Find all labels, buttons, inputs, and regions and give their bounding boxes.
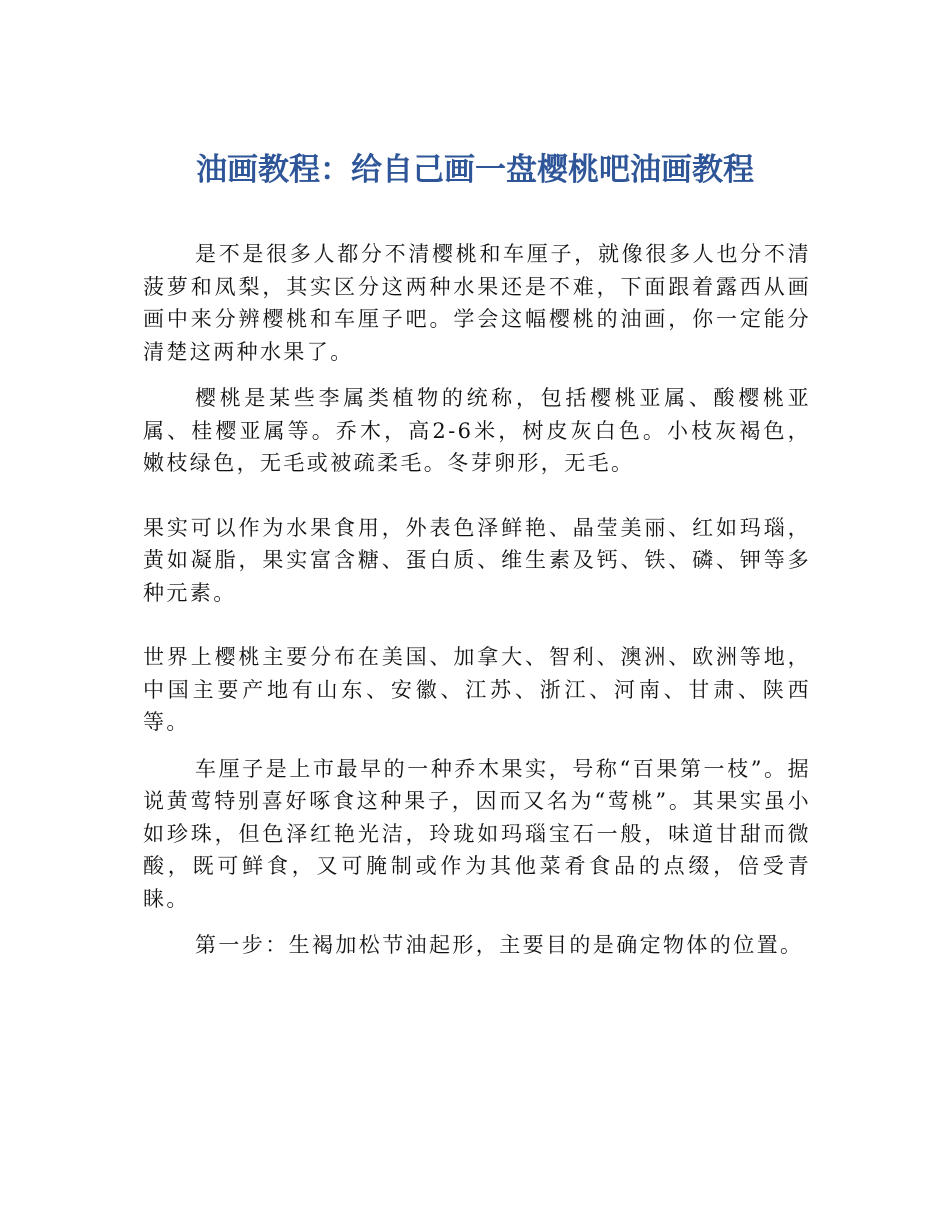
paragraph-cherry-distribution: 世界上樱桃主要分布在美国、加拿大、智利、澳洲、欧洲等地，中国主要产地有山东、安徽、江苏、浙江、河南、甘肃、陕西等。 <box>143 645 811 734</box>
paragraph-intro: 是不是很多人都分不清樱桃和车厘子，就像很多人也分不清菠萝和凤梨，其实区分这两种水果还是不难，下面跟着露西从画画中来分辨樱桃和车厘子吧。学会这幅樱桃的油画，你一定能分清楚这两种水果了。 <box>143 242 811 364</box>
document-body <box>143 238 811 962</box>
paragraph-cherry-description: 樱桃是某些李属类植物的统称，包括樱桃亚属、酸樱桃亚属、桂樱亚属等。乔木，高2-6米，树皮灰白色。小枝灰褐色，嫩枝绿色，无毛或被疏柔毛。冬芽卵形，无毛。 <box>143 386 811 475</box>
document-title: 油画教程：给自己画一盘樱桃吧油画教程 <box>196 152 754 188</box>
paragraph-cherry-fruit: 果实可以作为水果食用，外表色泽鲜艳、晶莹美丽、红如玛瑙，黄如凝脂，果实富含糖、蛋白质、维生素及钙、铁、磷、钾等多种元素。 <box>143 515 811 605</box>
paragraph-chelizi: 车厘子是上市最早的一种乔木果实，号称“百果第一枝”。据说黄莺特别喜好啄食这种果子，因而又名为“莺桃”。其果实虽小如珍珠，但色泽红艳光洁，玲珑如玛瑙宝石一般，味道甘甜而微酸，既可鲜食，又可腌制或作为其他菜肴食品的点缀，倍受青睐。 <box>143 756 811 911</box>
paragraph-step-one: 第一步：生褐加松节油起形，主要目的是确定物体的位置。 <box>195 933 804 957</box>
